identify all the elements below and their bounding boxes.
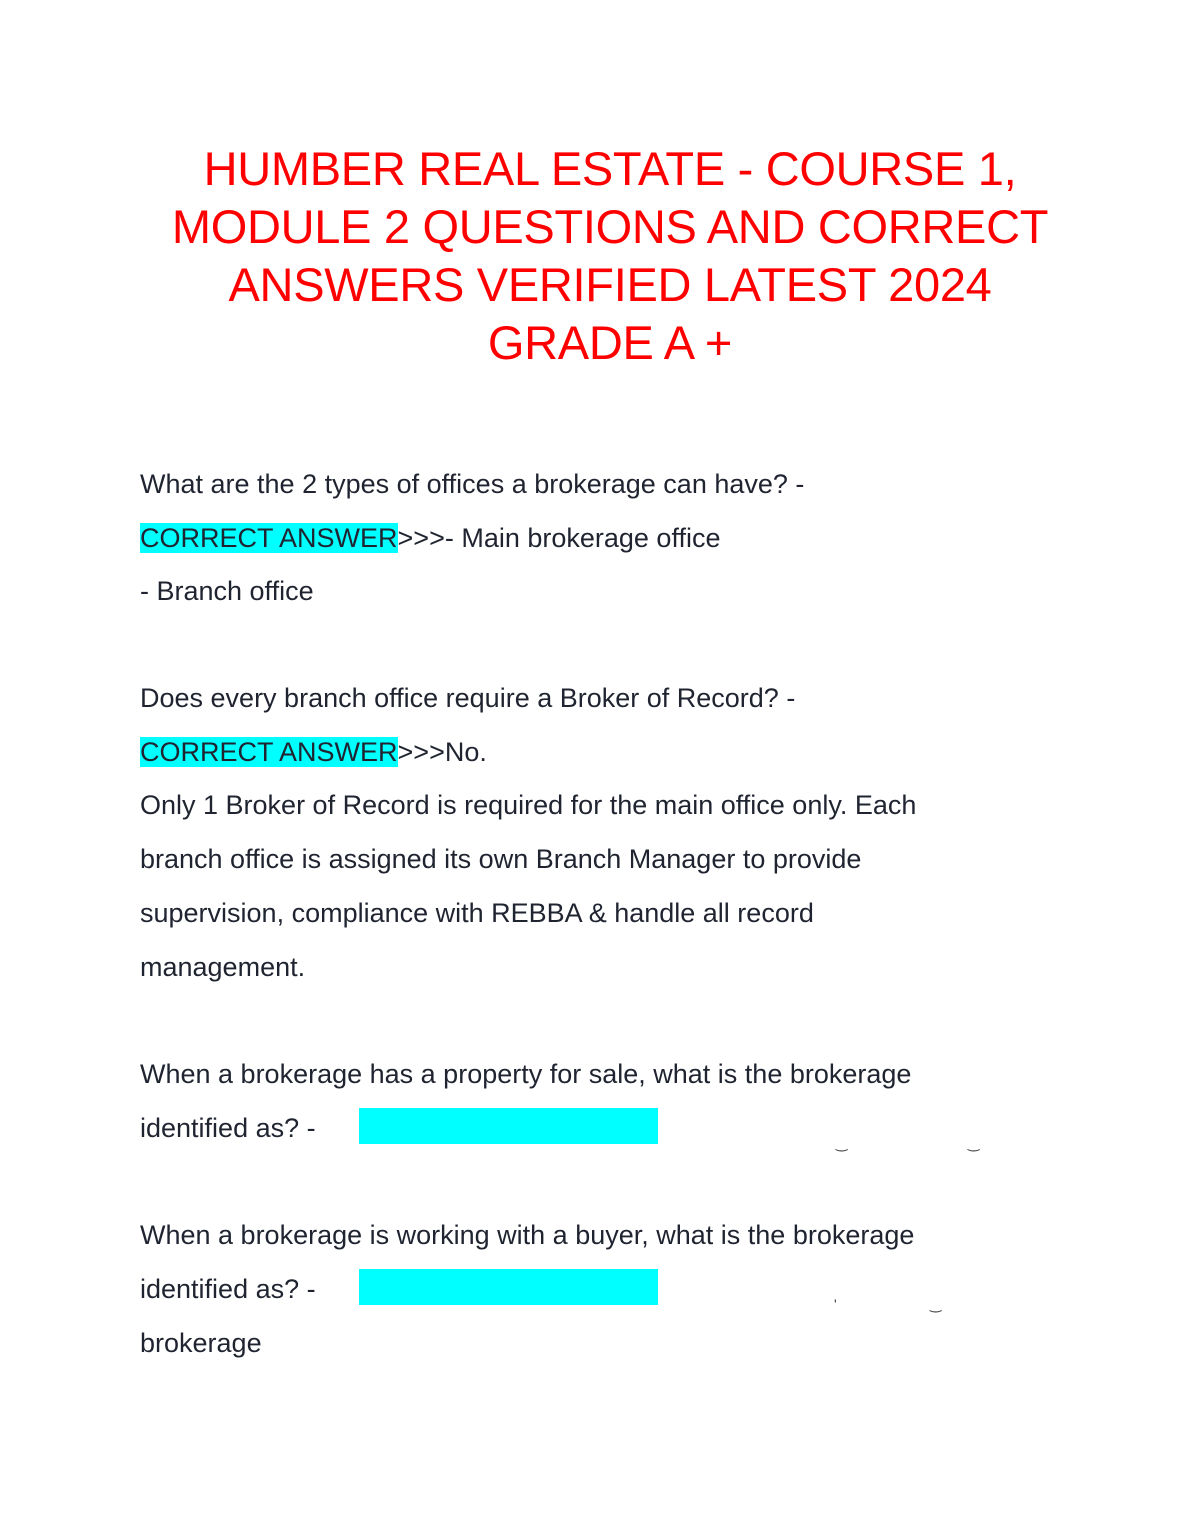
text-fragment: ‿ [836, 1135, 848, 1151]
question-4: When a brokerage is working with a buyer, what is the brokerage [140, 1220, 915, 1250]
title-line: MODULE 2 QUESTIONS AND CORRECT [171, 200, 1049, 253]
answer-2-line [140, 734, 487, 770]
correct-answer-marker: CORRECT ANSWER [140, 523, 398, 553]
question-2: Does every branch office require a Broker of Record? - [140, 683, 796, 713]
answer-2-detail: management. [140, 952, 306, 982]
text-fragment: ' [834, 1296, 837, 1312]
answer-2-detail: branch office is assigned its own Branch Manager to provide [140, 844, 862, 874]
answer-4-tail: brokerage [140, 1328, 262, 1358]
title-line: GRADE A + [487, 316, 733, 369]
title-line: HUMBER REAL ESTATE - COURSE 1, [203, 142, 1017, 195]
text-fragment: ‿ [930, 1296, 942, 1312]
question-4-line-2: identified as? - [140, 1274, 316, 1304]
question-3: When a brokerage has a property for sale, what is the brokerage [140, 1059, 912, 1089]
title-line: ANSWERS VERIFIED LATEST 2024 [228, 258, 992, 311]
text-fragment: ‿ [968, 1135, 980, 1151]
redacted-answer-block [359, 1269, 658, 1305]
answer-2-detail: supervision, compliance with REBBA & handle all record [140, 898, 814, 928]
answer-1-line-2: - Branch office [140, 576, 314, 606]
answer-text: >>>- Main brokerage office [397, 523, 721, 553]
answer-1-line [140, 520, 720, 556]
question-1: What are the 2 types of offices a brokerage can have? - [140, 469, 805, 499]
document-title [100, 140, 1120, 372]
question-3-line-2: identified as? - [140, 1113, 316, 1143]
redacted-answer-block [359, 1108, 658, 1144]
correct-answer-marker: CORRECT ANSWER [140, 737, 398, 767]
answer-text: >>>No. [397, 737, 487, 767]
answer-2-detail: Only 1 Broker of Record is required for the main office only. Each [140, 790, 917, 820]
